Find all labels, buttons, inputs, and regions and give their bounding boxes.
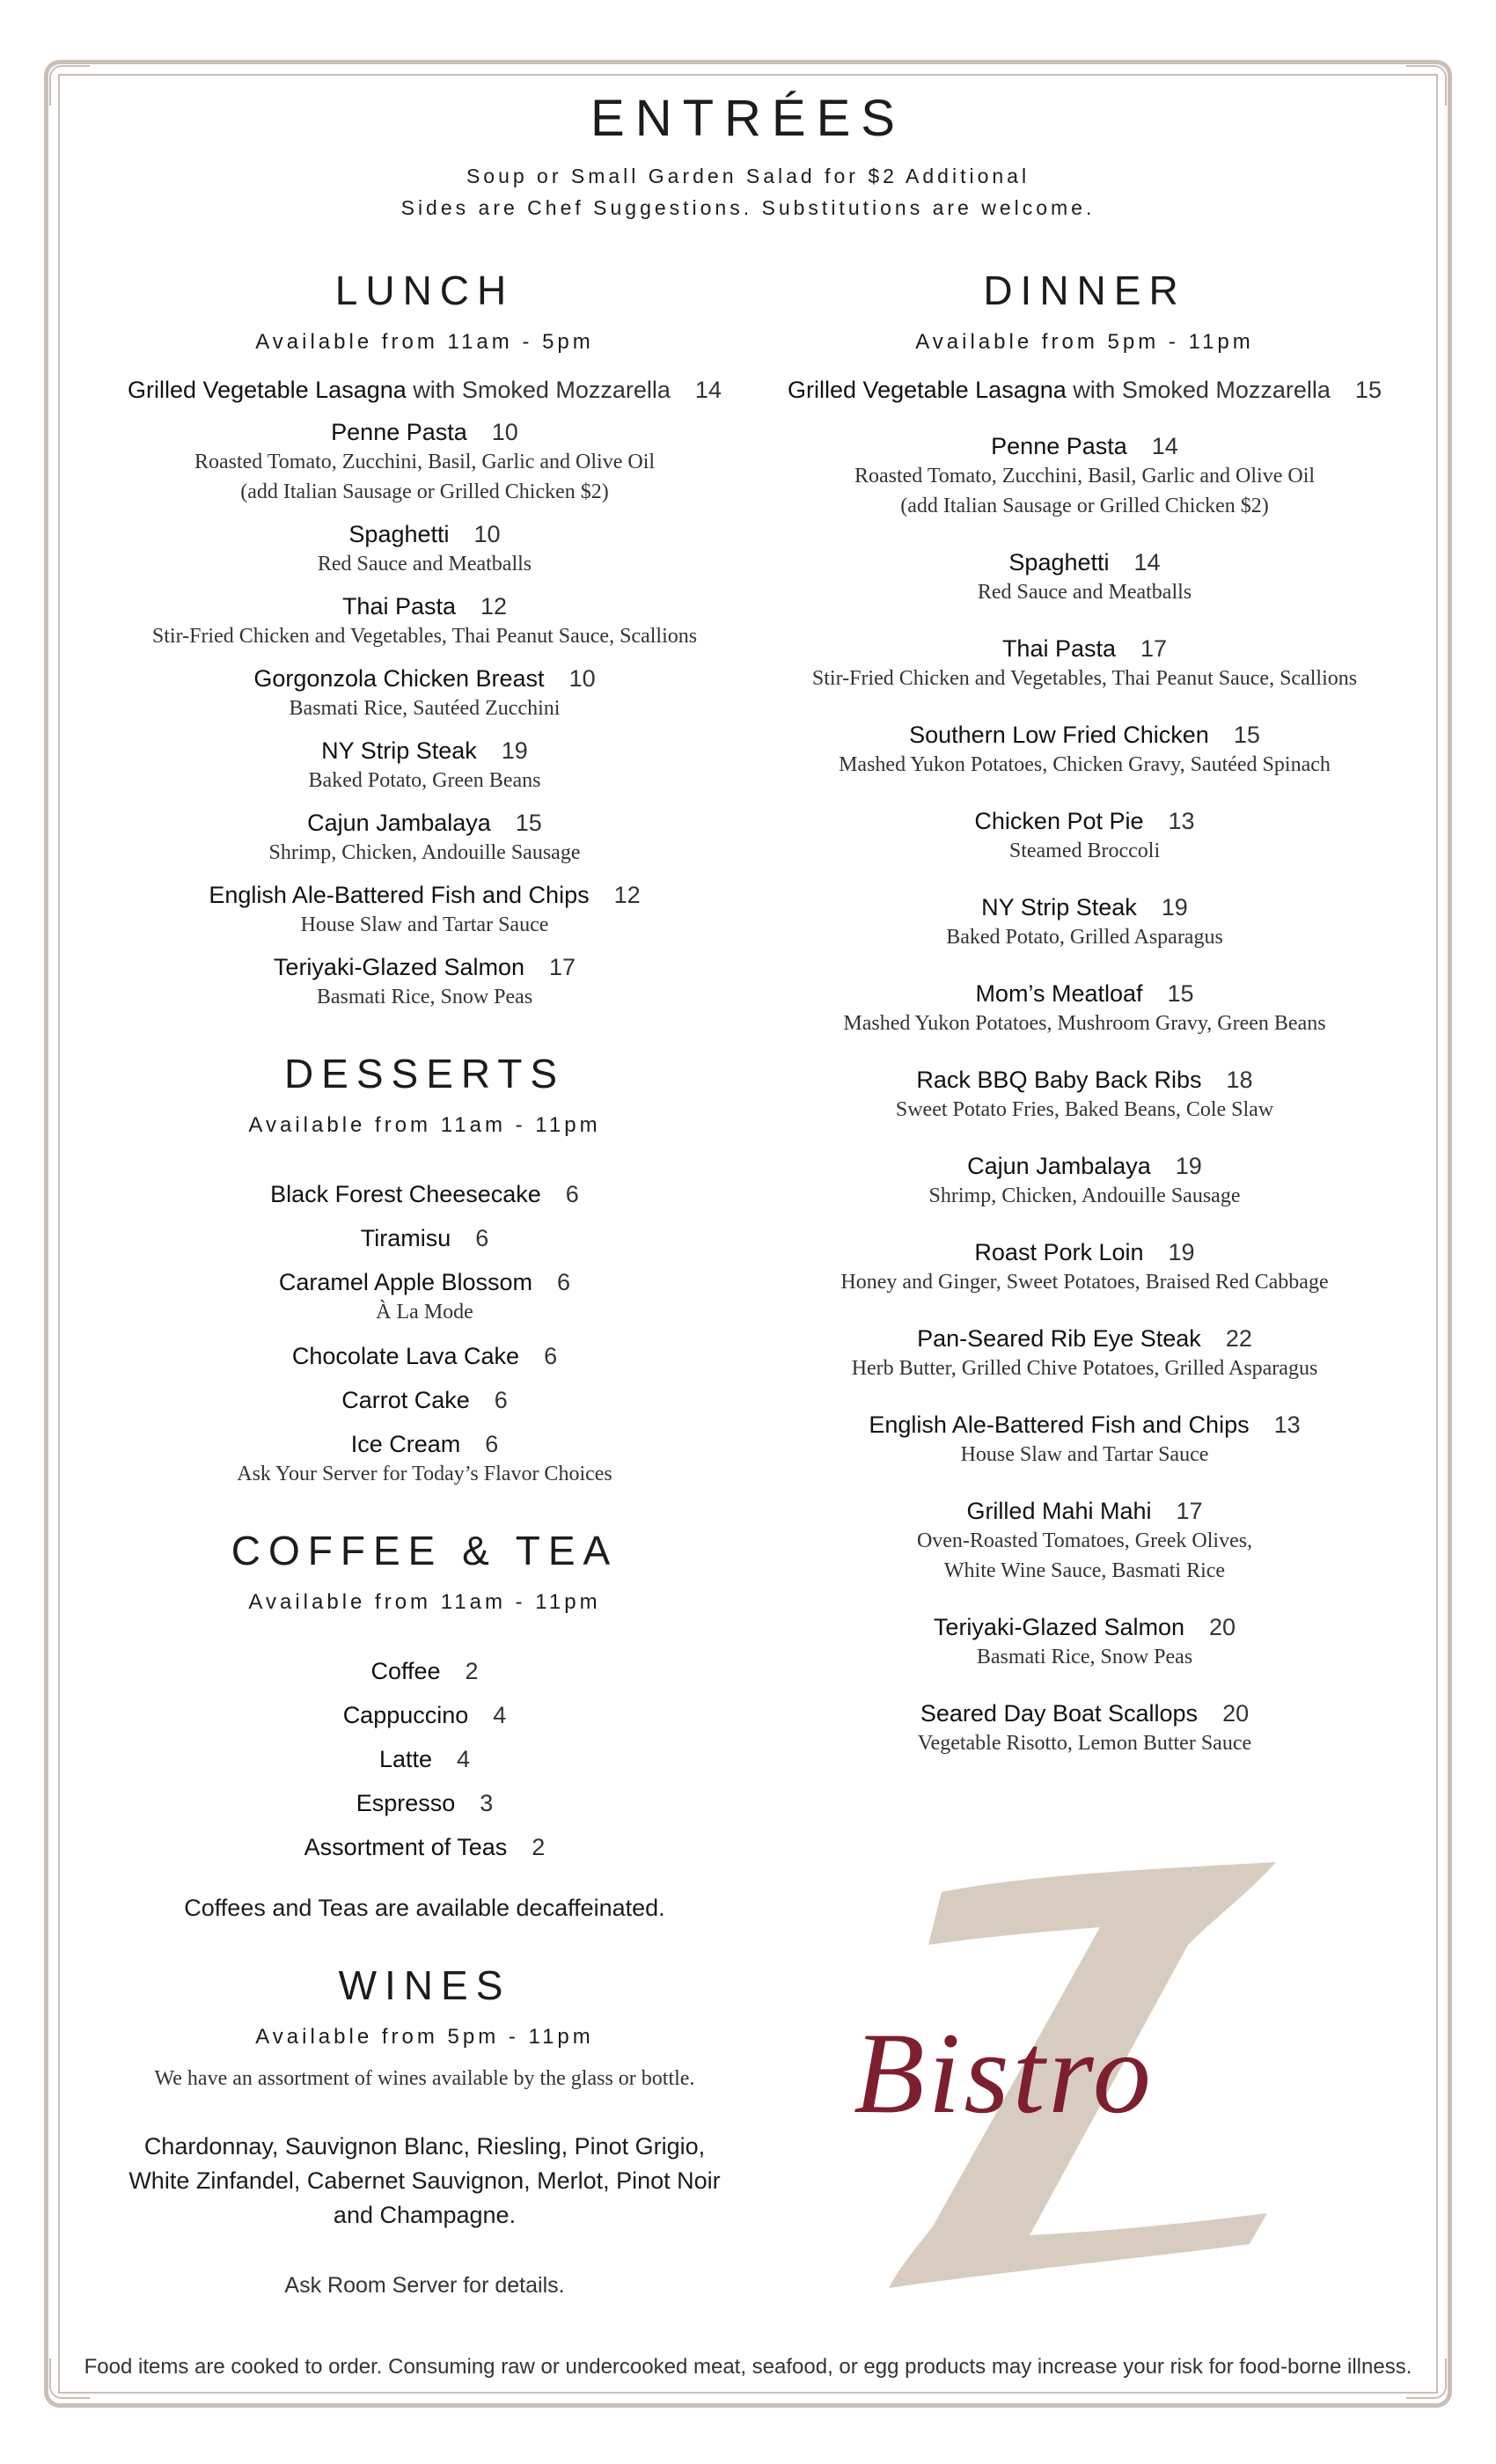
logo-bistro-word: Bistro	[854, 2008, 1155, 2138]
section-title: COFFEE & TEA	[231, 1528, 619, 1573]
menu-item	[114, 664, 735, 723]
item-price: 6	[544, 1343, 558, 1369]
item-name: Penne Pasta	[331, 419, 467, 445]
item-name: Pan-Seared Rib Eye Steak	[917, 1325, 1201, 1352]
bistro-z-logo	[836, 1857, 1329, 2314]
menu-item	[114, 1832, 735, 1862]
decaf-note: Coffees and Teas are available decaffeinated.	[184, 1895, 665, 1921]
item-price: 19	[1168, 1239, 1195, 1265]
item-price: 17	[549, 954, 576, 980]
item-price: 22	[1225, 1325, 1252, 1352]
menu-item	[114, 1341, 735, 1371]
menu-item	[774, 979, 1395, 1038]
lunch-items	[114, 375, 735, 1012]
item-price: 6	[485, 1431, 499, 1457]
section-title: DINNER	[983, 268, 1186, 313]
coffee-tea-section	[114, 1524, 735, 1924]
coffee-items	[114, 1656, 735, 1862]
menu-item	[114, 1700, 735, 1730]
item-description: White Wine Sauce, Basmati Rice	[943, 1559, 1226, 1582]
menu-item	[114, 808, 735, 868]
item-description: Stir-Fried Chicken and Vegetables, Thai Peanut Sauce, Scallions	[811, 667, 1358, 690]
item-price: 4	[457, 1746, 471, 1772]
item-name: Assortment of Teas	[304, 1834, 508, 1860]
item-name: Latte	[378, 1746, 433, 1772]
wines-section	[114, 1959, 735, 2299]
item-description: Basmati Rice, Snow Peas	[316, 986, 533, 1008]
menu-item	[114, 591, 735, 651]
menu-item	[774, 1612, 1395, 1672]
item-name: Cajun Jambalaya	[307, 810, 491, 836]
item-name: Cappuccino	[342, 1702, 469, 1728]
menu-item	[774, 1496, 1395, 1586]
menu-item	[114, 1385, 735, 1415]
menu-item	[774, 1065, 1395, 1125]
menu-item	[774, 806, 1395, 866]
item-description: Roasted Tomato, Zucchini, Basil, Garlic and Olive Oil	[194, 451, 656, 473]
menu-item	[114, 1656, 735, 1686]
item-name: Cajun Jambalaya	[967, 1153, 1151, 1179]
menu-item	[114, 375, 735, 405]
menu-item	[114, 952, 735, 1012]
item-price: 15	[515, 810, 542, 836]
item-description: Basmati Rice, Snow Peas	[976, 1646, 1193, 1668]
menu-item	[774, 720, 1395, 780]
item-price: 20	[1222, 1700, 1250, 1727]
item-price: 19	[1175, 1153, 1202, 1179]
item-name: Grilled Vegetable Lasagna	[788, 377, 1067, 403]
menu-item	[114, 417, 735, 507]
item-description: Red Sauce and Meatballs	[317, 553, 532, 576]
item-description: Stir-Fried Chicken and Vegetables, Thai Peanut Sauce, Scallions	[151, 625, 698, 648]
item-description: (add Italian Sausage or Grilled Chicken $2)	[900, 495, 1269, 517]
item-name: Tiramisu	[360, 1225, 451, 1251]
menu-item	[774, 634, 1395, 693]
item-name: Espresso	[356, 1790, 456, 1816]
dinner-section	[774, 264, 1395, 1758]
item-name: Thai Pasta	[341, 593, 457, 620]
item-description: Sweet Potato Fries, Baked Beans, Cole Slaw	[895, 1098, 1274, 1121]
item-price: 4	[493, 1702, 507, 1728]
page-title: ENTRÉES	[590, 90, 906, 147]
menu-item	[774, 1410, 1395, 1470]
item-description: Herb Butter, Grilled Chive Potatoes, Grilled Asparagus	[851, 1357, 1318, 1380]
item-name: Southern Low Fried Chicken	[909, 722, 1209, 748]
item-price: 19	[1161, 894, 1188, 920]
item-price: 10	[491, 419, 518, 445]
item-description: House Slaw and Tartar Sauce	[300, 913, 549, 936]
item-name: Coffee	[370, 1658, 441, 1684]
section-title: WINES	[338, 1962, 511, 2008]
item-description: Steamed Broccoli	[1008, 840, 1161, 862]
item-name: Caramel Apple Blossom	[278, 1269, 533, 1295]
item-price: 18	[1226, 1067, 1253, 1093]
item-price: 17	[1176, 1498, 1203, 1524]
item-description: Honey and Ginger, Sweet Potatoes, Braised Red Cabbage	[840, 1271, 1329, 1294]
wine-ask-note: Ask Room Server for details.	[284, 2273, 565, 2298]
item-with: with Smoked Mozzarella	[1073, 377, 1331, 403]
item-description: Red Sauce and Meatballs	[977, 581, 1192, 604]
item-name: Chicken Pot Pie	[974, 808, 1144, 834]
item-price: 15	[1233, 722, 1260, 748]
item-price: 10	[568, 665, 596, 692]
menu-item	[774, 1237, 1395, 1297]
menu-item	[114, 1429, 735, 1489]
item-name: Spaghetti	[348, 521, 450, 547]
item-name: Seared Day Boat Scallops	[920, 1700, 1199, 1727]
item-price: 13	[1273, 1412, 1301, 1438]
section-title: DESSERTS	[283, 1051, 566, 1096]
item-price: 12	[613, 882, 641, 908]
header-note-1: Soup or Small Garden Salad for $2 Additional	[466, 165, 1030, 187]
item-name: Gorgonzola Chicken Breast	[253, 665, 545, 692]
item-name: Roast Pork Loin	[974, 1239, 1144, 1265]
menu-item	[114, 880, 735, 940]
availability: Available from 11am - 11pm	[248, 1590, 601, 1614]
wine-list-line: Chardonnay, Sauvignon Blanc, Riesling, Pinot Grigio,	[143, 2133, 706, 2160]
item-name: NY Strip Steak	[321, 737, 477, 764]
menu-item	[774, 375, 1395, 405]
availability: Available from 5pm - 11pm	[915, 330, 1254, 354]
item-name: Thai Pasta	[1001, 635, 1117, 662]
item-description: Shrimp, Chicken, Andouille Sausage	[928, 1184, 1241, 1207]
item-name: Chocolate Lava Cake	[291, 1343, 520, 1369]
item-description: (add Italian Sausage or Grilled Chicken $2)	[240, 480, 609, 503]
item-name: Teriyaki-Glazed Salmon	[273, 954, 525, 980]
item-name: Grilled Vegetable Lasagna	[128, 377, 407, 403]
item-price: 14	[1151, 433, 1178, 459]
availability: Available from 11am - 5pm	[255, 330, 594, 354]
right-column	[774, 264, 1395, 1758]
item-price: 6	[494, 1387, 508, 1413]
menu-item	[774, 431, 1395, 521]
item-price: 17	[1140, 635, 1168, 662]
item-description: Basmati Rice, Sautéed Zucchini	[289, 697, 561, 720]
entrees-header	[0, 88, 1496, 224]
item-price: 3	[480, 1790, 494, 1816]
item-description: House Slaw and Tartar Sauce	[960, 1443, 1209, 1466]
dessert-items	[114, 1179, 735, 1489]
item-name: Penne Pasta	[991, 433, 1127, 459]
item-description: Mashed Yukon Potatoes, Mushroom Gravy, Green Beans	[843, 1012, 1326, 1035]
dinner-items	[774, 375, 1395, 1758]
menu-item	[114, 1788, 735, 1818]
item-name: Mom’s Meatloaf	[975, 980, 1143, 1007]
item-price: 2	[532, 1834, 546, 1860]
wine-list-line: White Zinfandel, Cabernet Sauvignon, Merlot, Pinot Noir	[128, 2167, 721, 2194]
desserts-section	[114, 1047, 735, 1489]
availability: Available from 11am - 11pm	[248, 1113, 601, 1137]
lunch-section	[114, 264, 735, 1012]
menu-item	[774, 1151, 1395, 1211]
item-name: Spaghetti	[1008, 549, 1110, 576]
food-safety-disclaimer: Food items are cooked to order. Consuming raw or undercooked meat, seafood, or egg products may increase your risk for food-borne illness.	[84, 2355, 1412, 2379]
wine-list	[114, 2130, 735, 2233]
menu-item	[774, 1324, 1395, 1383]
wine-intro: We have an assortment of wines available by the glass or bottle.	[154, 2067, 695, 2090]
item-description: Mashed Yukon Potatoes, Chicken Gravy, Sautéed Spinach	[839, 753, 1331, 776]
item-name: Teriyaki-Glazed Salmon	[933, 1614, 1185, 1640]
item-description: Baked Potato, Grilled Asparagus	[946, 926, 1223, 949]
menu-item	[774, 892, 1395, 952]
item-name: Black Forest Cheesecake	[270, 1181, 541, 1207]
item-price: 6	[557, 1269, 571, 1295]
menu-item	[114, 1744, 735, 1774]
menu-item	[774, 1698, 1395, 1758]
menu-item	[114, 1267, 735, 1327]
menu-item	[114, 736, 735, 796]
item-price: 6	[565, 1181, 579, 1207]
item-name: Ice Cream	[350, 1431, 461, 1457]
item-description: Roasted Tomato, Zucchini, Basil, Garlic and Olive Oil	[854, 465, 1316, 488]
menu-item	[114, 519, 735, 579]
item-name: Grilled Mahi Mahi	[966, 1498, 1152, 1524]
menu-item	[774, 547, 1395, 607]
item-with: with Smoked Mozzarella	[413, 377, 671, 403]
item-price: 15	[1167, 980, 1194, 1007]
item-name: English Ale-Battered Fish and Chips	[869, 1412, 1250, 1438]
item-description: Oven-Roasted Tomatoes, Greek Olives,	[916, 1529, 1253, 1552]
item-description: Baked Potato, Green Beans	[308, 769, 541, 792]
item-description: Vegetable Risotto, Lemon Butter Sauce	[917, 1732, 1252, 1755]
item-price: 6	[475, 1225, 489, 1251]
item-price: 10	[473, 521, 501, 547]
item-price: 12	[480, 593, 508, 620]
item-description: Shrimp, Chicken, Andouille Sausage	[268, 841, 581, 864]
wine-list-line: and Champagne.	[333, 2202, 517, 2228]
item-description: Ask Your Server for Today’s Flavor Choices	[237, 1463, 612, 1485]
menu-item	[114, 1223, 735, 1253]
menu-item	[114, 1179, 735, 1209]
item-price: 19	[501, 737, 528, 764]
availability: Available from 5pm - 11pm	[255, 2025, 594, 2049]
section-title: LUNCH	[334, 268, 515, 313]
item-name: English Ale-Battered Fish and Chips	[209, 882, 590, 908]
item-price: 15	[1354, 377, 1382, 403]
item-price: 2	[465, 1658, 479, 1684]
item-price: 14	[694, 377, 722, 403]
item-name: Rack BBQ Baby Back Ribs	[916, 1067, 1202, 1093]
item-name: Carrot Cake	[341, 1387, 470, 1413]
item-price: 13	[1168, 808, 1195, 834]
item-name: NY Strip Steak	[981, 894, 1137, 920]
item-price: 14	[1133, 549, 1161, 576]
left-column	[114, 264, 735, 2299]
item-price: 20	[1209, 1614, 1236, 1640]
header-note-2: Sides are Chef Suggestions. Substitutions are welcome.	[400, 196, 1096, 219]
item-description: À La Mode	[376, 1301, 473, 1324]
